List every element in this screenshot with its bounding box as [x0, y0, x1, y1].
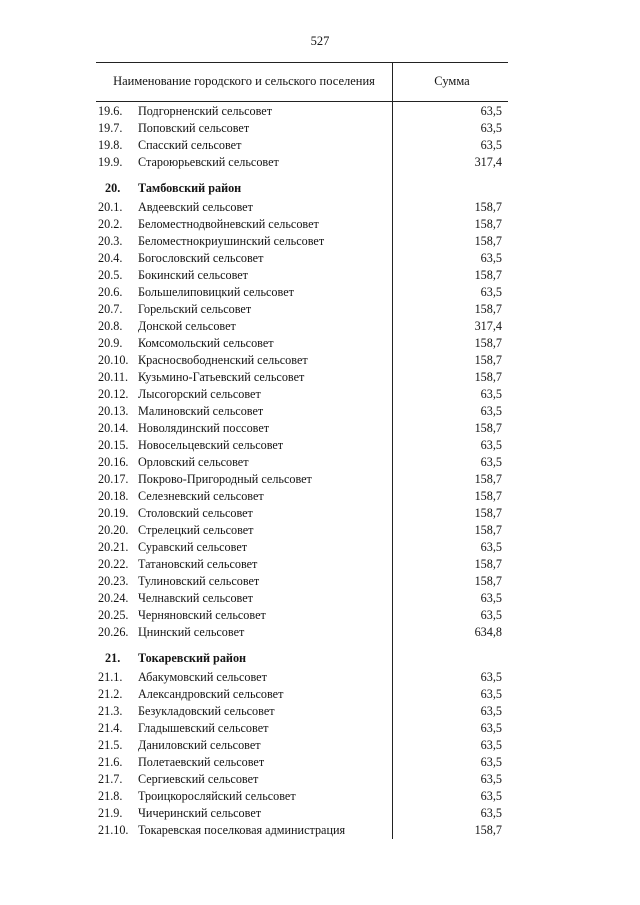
table-row — [96, 233, 508, 250]
amount: 63,5 — [480, 608, 502, 622]
settlement-name: Новосельцевский сельсовет — [138, 438, 284, 452]
amount: 63,5 — [480, 540, 502, 554]
row-number: 20.22. — [98, 557, 129, 571]
table-row — [96, 522, 508, 539]
table-row — [96, 488, 508, 505]
table-row — [96, 754, 508, 771]
amount: 158,7 — [474, 823, 502, 837]
table-row — [96, 703, 508, 720]
amount: 63,5 — [480, 138, 502, 152]
amount: 63,5 — [480, 721, 502, 735]
row-number: 21.10. — [98, 823, 129, 837]
settlement-name: Богословский сельсовет — [138, 251, 264, 265]
settlement-name: Даниловский сельсовет — [138, 738, 261, 752]
amount: 634,8 — [474, 625, 502, 639]
table-header — [96, 62, 508, 102]
table-row — [96, 103, 508, 120]
settlement-name: Суравский сельсовет — [138, 540, 248, 554]
settlement-name: Поповский сельсовет — [138, 121, 250, 135]
amount: 158,7 — [474, 370, 502, 384]
row-number: 20.19. — [98, 506, 129, 520]
settlement-name: Татановский сельсовет — [138, 557, 258, 571]
row-number: 20.4. — [98, 251, 123, 265]
settlement-name: Кузьмино-Гатьевский сельсовет — [138, 370, 305, 384]
row-number: 20.17. — [98, 472, 129, 486]
amount: 158,7 — [474, 268, 502, 282]
amount: 158,7 — [474, 200, 502, 214]
settlement-name: Троицкоросляйский сельсовет — [138, 789, 296, 803]
amount: 63,5 — [480, 670, 502, 684]
row-number: 20.10. — [98, 353, 129, 367]
settlement-name: Горельский сельсовет — [138, 302, 252, 316]
amount: 158,7 — [474, 523, 502, 537]
row-number: 21. — [105, 651, 121, 665]
table-row — [96, 737, 508, 754]
settlement-name: Челнавский сельсовет — [138, 591, 253, 605]
amount: 63,5 — [480, 789, 502, 803]
row-number: 19.7. — [98, 121, 123, 135]
table-row — [96, 471, 508, 488]
settlement-name: Покрово-Пригородный сельсовет — [138, 472, 312, 486]
table-row — [96, 267, 508, 284]
table-row — [96, 120, 508, 137]
settlement-name: Авдеевский сельсовет — [138, 200, 253, 214]
table-row — [96, 505, 508, 522]
amount: 63,5 — [480, 772, 502, 786]
row-number: 21.4. — [98, 721, 123, 735]
settlement-name: Красносвободненский сельсовет — [138, 353, 308, 367]
row-number: 20.6. — [98, 285, 123, 299]
section-header-row — [96, 178, 508, 199]
row-number: 20.9. — [98, 336, 123, 350]
settlement-name: Тамбовский район — [138, 181, 242, 195]
table-row — [96, 788, 508, 805]
amount: 158,7 — [474, 336, 502, 350]
amount: 63,5 — [480, 121, 502, 135]
amount: 63,5 — [480, 104, 502, 118]
table-row — [96, 822, 508, 839]
row-number: 21.7. — [98, 772, 123, 786]
settlement-name: Беломестнодвойневский сельсовет — [138, 217, 319, 231]
amount: 63,5 — [480, 755, 502, 769]
row-number: 19.9. — [98, 155, 123, 169]
row-number: 21.6. — [98, 755, 123, 769]
settlement-name: Малиновский сельсовет — [138, 404, 264, 418]
settlement-name: Новолядинский поссовет — [138, 421, 270, 435]
allocation-table — [96, 62, 508, 839]
table-row — [96, 437, 508, 454]
settlement-name: Черняновский сельсовет — [138, 608, 266, 622]
table-row — [96, 590, 508, 607]
table-body — [96, 102, 508, 839]
settlement-name: Безукладовский сельсовет — [138, 704, 275, 718]
settlement-name: Бокинский сельсовет — [138, 268, 249, 282]
amount: 158,7 — [474, 472, 502, 486]
amount: 63,5 — [480, 455, 502, 469]
row-number: 20.11. — [98, 370, 129, 384]
settlement-name: Гладышевский сельсовет — [138, 721, 269, 735]
table-row — [96, 805, 508, 822]
table-row — [96, 386, 508, 403]
settlement-name: Спасский сельсовет — [138, 138, 242, 152]
settlement-name: Большелиповицкий сельсовет — [138, 285, 294, 299]
row-number: 20.5. — [98, 268, 123, 282]
settlement-name: Токаревский район — [138, 651, 247, 665]
row-number: 21.2. — [98, 687, 123, 701]
row-number: 21.9. — [98, 806, 123, 820]
amount: 158,7 — [474, 217, 502, 231]
settlement-name: Полетаевский сельсовет — [138, 755, 265, 769]
table-row — [96, 669, 508, 686]
row-number: 19.6. — [98, 104, 123, 118]
row-number: 20.21. — [98, 540, 129, 554]
row-number: 20.16. — [98, 455, 129, 469]
settlement-name: Токаревская поселковая администрация — [138, 823, 346, 837]
settlement-name: Чичеринский сельсовет — [138, 806, 262, 820]
row-number: 21.5. — [98, 738, 123, 752]
settlement-name: Подгорненский сельсовет — [138, 104, 273, 118]
header-name-column: Наименование городского и сельского поселения — [113, 74, 375, 88]
section-header-row — [96, 648, 508, 669]
table-row — [96, 403, 508, 420]
table-row — [96, 199, 508, 216]
amount: 63,5 — [480, 704, 502, 718]
amount: 158,7 — [474, 557, 502, 571]
row-number: 20.14. — [98, 421, 129, 435]
settlement-name: Сергиевский сельсовет — [138, 772, 259, 786]
amount: 317,4 — [474, 319, 502, 333]
amount: 158,7 — [474, 506, 502, 520]
row-number: 20.15. — [98, 438, 129, 452]
settlement-name: Столовский сельсовет — [138, 506, 253, 520]
amount: 63,5 — [480, 387, 502, 401]
row-number: 20.2. — [98, 217, 123, 231]
table-row — [96, 369, 508, 386]
table-row — [96, 539, 508, 556]
table-row — [96, 335, 508, 352]
row-number: 20.20. — [98, 523, 129, 537]
table-row — [96, 137, 508, 154]
table-row — [96, 154, 508, 171]
settlement-name: Селезневский сельсовет — [138, 489, 264, 503]
table-row — [96, 686, 508, 703]
row-number: 20.1. — [98, 200, 123, 214]
amount: 63,5 — [480, 738, 502, 752]
settlement-name: Абакумовский сельсовет — [138, 670, 267, 684]
settlement-name: Комсомольский сельсовет — [138, 336, 274, 350]
amount: 63,5 — [480, 251, 502, 265]
row-number: 21.3. — [98, 704, 123, 718]
table-row — [96, 284, 508, 301]
table-row — [96, 573, 508, 590]
table-row — [96, 454, 508, 471]
table-row — [96, 216, 508, 233]
amount: 158,7 — [474, 302, 502, 316]
settlement-name: Цнинский сельсовет — [138, 625, 245, 639]
amount: 63,5 — [480, 285, 502, 299]
amount: 158,7 — [474, 489, 502, 503]
row-number: 19.8. — [98, 138, 123, 152]
row-number: 20. — [105, 181, 121, 195]
settlement-name: Тулиновский сельсовет — [138, 574, 260, 588]
settlement-name: Орловский сельсовет — [138, 455, 249, 469]
settlement-name: Беломестнокриушинский сельсовет — [138, 234, 325, 248]
settlement-name: Лысогорский сельсовет — [138, 387, 261, 401]
table-row — [96, 624, 508, 641]
amount: 63,5 — [480, 687, 502, 701]
row-number: 20.24. — [98, 591, 129, 605]
header-sum-column: Сумма — [434, 74, 470, 88]
row-number: 20.26. — [98, 625, 129, 639]
amount: 63,5 — [480, 438, 502, 452]
amount: 158,7 — [474, 234, 502, 248]
amount: 317,4 — [474, 155, 502, 169]
amount: 63,5 — [480, 591, 502, 605]
row-number: 20.12. — [98, 387, 129, 401]
table-row — [96, 771, 508, 788]
table-row — [96, 607, 508, 624]
settlement-name: Донской сельсовет — [138, 319, 236, 333]
row-number: 20.25. — [98, 608, 129, 622]
row-number: 21.1. — [98, 670, 123, 684]
amount: 63,5 — [480, 806, 502, 820]
column-divider — [392, 62, 393, 839]
row-number: 21.8. — [98, 789, 123, 803]
amount: 158,7 — [474, 353, 502, 367]
amount: 63,5 — [480, 404, 502, 418]
table-row — [96, 556, 508, 573]
table-row — [96, 720, 508, 737]
row-number: 20.3. — [98, 234, 123, 248]
settlement-name: Староюрьевский сельсовет — [138, 155, 279, 169]
settlement-name: Александровский сельсовет — [138, 687, 284, 701]
row-number: 20.18. — [98, 489, 129, 503]
amount: 158,7 — [474, 421, 502, 435]
settlement-name: Стрелецкий сельсовет — [138, 523, 254, 537]
table-row — [96, 250, 508, 267]
row-number: 20.8. — [98, 319, 123, 333]
page-number: 527 — [310, 34, 330, 48]
table-row — [96, 318, 508, 335]
table-row — [96, 420, 508, 437]
table-row — [96, 352, 508, 369]
amount: 158,7 — [474, 574, 502, 588]
row-number: 20.13. — [98, 404, 129, 418]
table-row — [96, 301, 508, 318]
row-number: 20.7. — [98, 302, 123, 316]
row-number: 20.23. — [98, 574, 129, 588]
